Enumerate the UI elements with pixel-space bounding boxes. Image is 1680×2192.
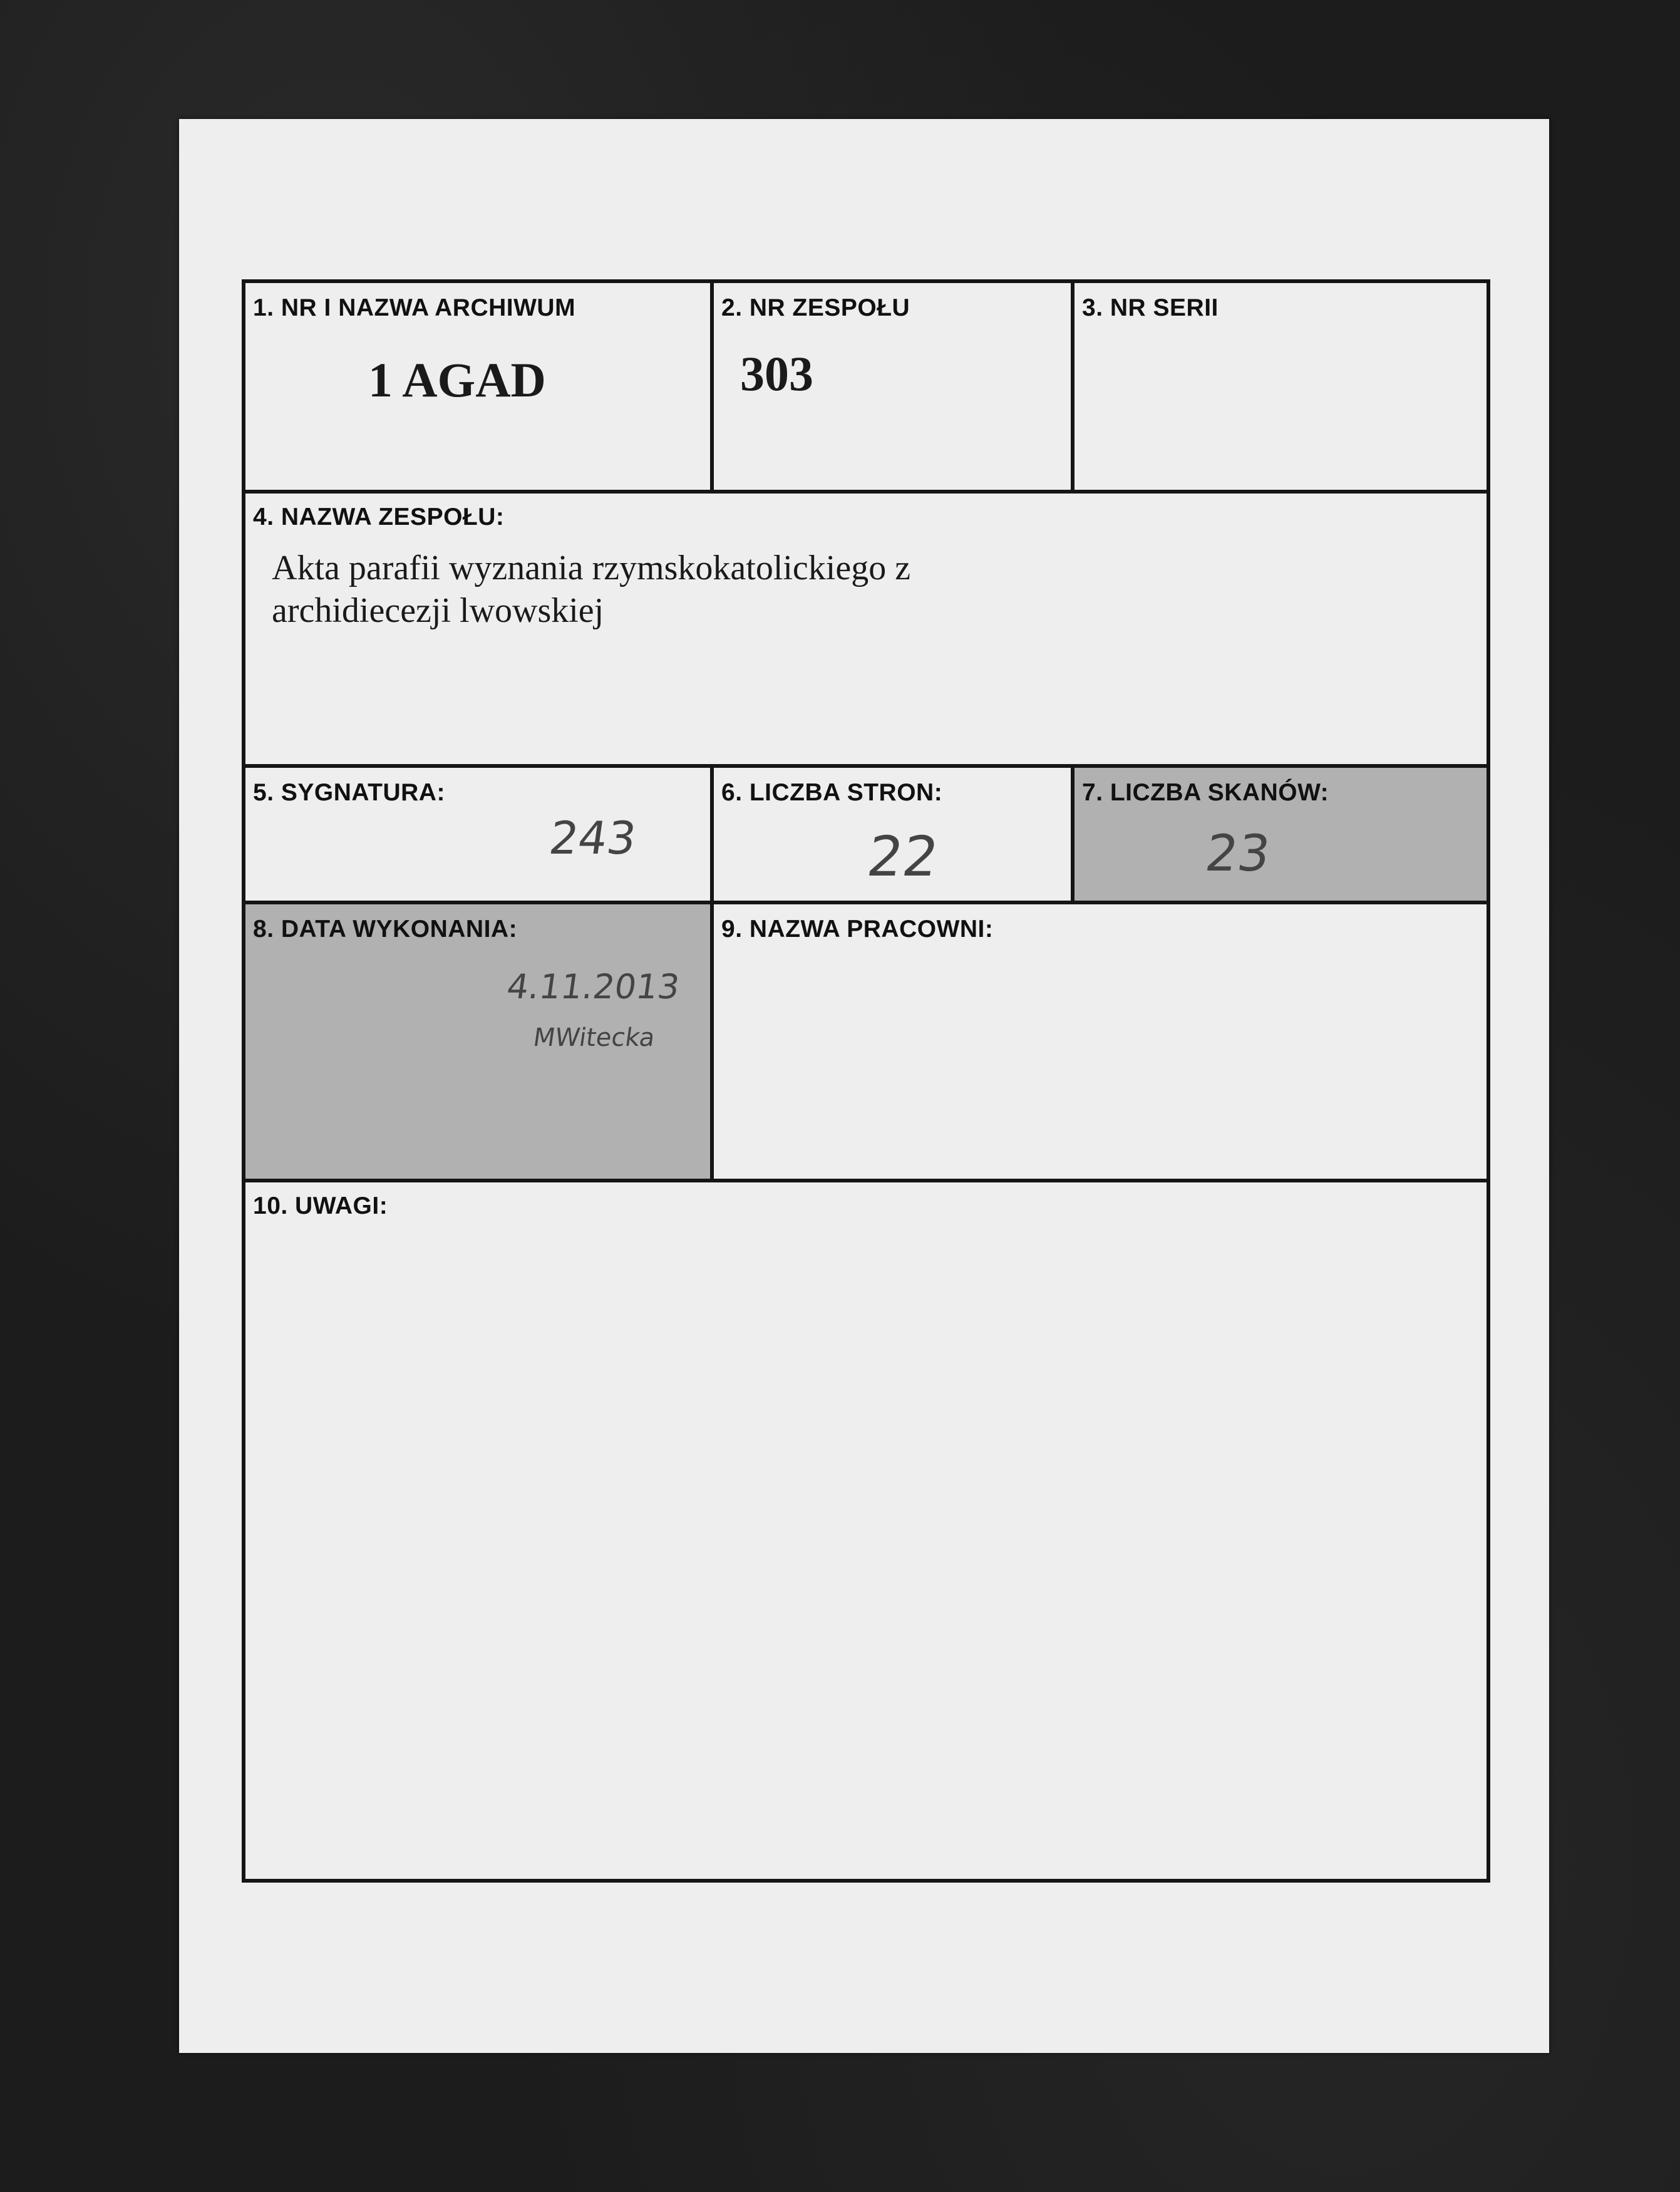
page-count-value: 22 — [863, 824, 943, 889]
table-border-top — [242, 279, 1490, 283]
col-divider-row4 — [710, 901, 714, 1182]
signature-value: 243 — [546, 812, 640, 864]
page-count-label: 6. LICZBA STRON: — [721, 779, 943, 806]
table-border-right — [1487, 279, 1490, 1883]
row-divider-1 — [242, 490, 1490, 494]
archive-card-paper — [179, 119, 1549, 2053]
notes-label: 10. UWAGI: — [253, 1192, 388, 1219]
scan-count-value: 23 — [1202, 824, 1274, 882]
page-count-cell — [714, 768, 1071, 901]
table-border-left — [242, 279, 245, 1883]
col-divider-row3-a — [710, 764, 714, 904]
date-cell — [245, 904, 710, 1179]
series-number-label: 3. NR SERII — [1082, 294, 1219, 321]
scan-count-cell — [1074, 768, 1487, 901]
notes-cell — [245, 1182, 1487, 1879]
archive-cell — [245, 283, 710, 490]
workshop-label: 9. NAZWA PRACOWNI: — [721, 916, 994, 943]
fond-name-text — [272, 547, 1148, 632]
col-divider-row1-b — [1071, 279, 1074, 494]
row-divider-2 — [242, 764, 1490, 768]
archive-value: 1 AGAD — [368, 353, 546, 407]
archive-label: 1. NR I NAZWA ARCHIWUM — [253, 294, 576, 321]
col-divider-row1-a — [710, 279, 714, 494]
row-divider-3 — [242, 901, 1490, 904]
row-divider-4 — [242, 1179, 1490, 1182]
fond-name-line-1: Akta parafii wyznania rzymskokatolickiego z — [272, 549, 911, 587]
date-value: 4.11.2013 — [504, 967, 683, 1006]
table-border-bottom — [242, 1879, 1490, 1883]
scan-count-label: 7. LICZBA SKANÓW: — [1082, 779, 1329, 806]
series-number-cell — [1074, 283, 1487, 490]
date-signature: MWitecka — [531, 1023, 657, 1052]
signature-label: 5. SYGNATURA: — [253, 779, 445, 806]
fond-number-value: 303 — [740, 346, 813, 401]
fond-name-label: 4. NAZWA ZESPOŁU: — [253, 504, 505, 530]
fond-number-label: 2. NR ZESPOŁU — [721, 294, 910, 321]
fond-name-line-2: archidiecezji lwowskiej — [272, 591, 604, 630]
date-label: 8. DATA WYKONANIA: — [253, 916, 518, 943]
signature-cell — [245, 768, 710, 901]
fond-name-cell — [245, 494, 1487, 764]
workshop-cell — [714, 904, 1487, 1179]
col-divider-row3-b — [1071, 764, 1074, 904]
fond-number-cell — [714, 283, 1071, 490]
